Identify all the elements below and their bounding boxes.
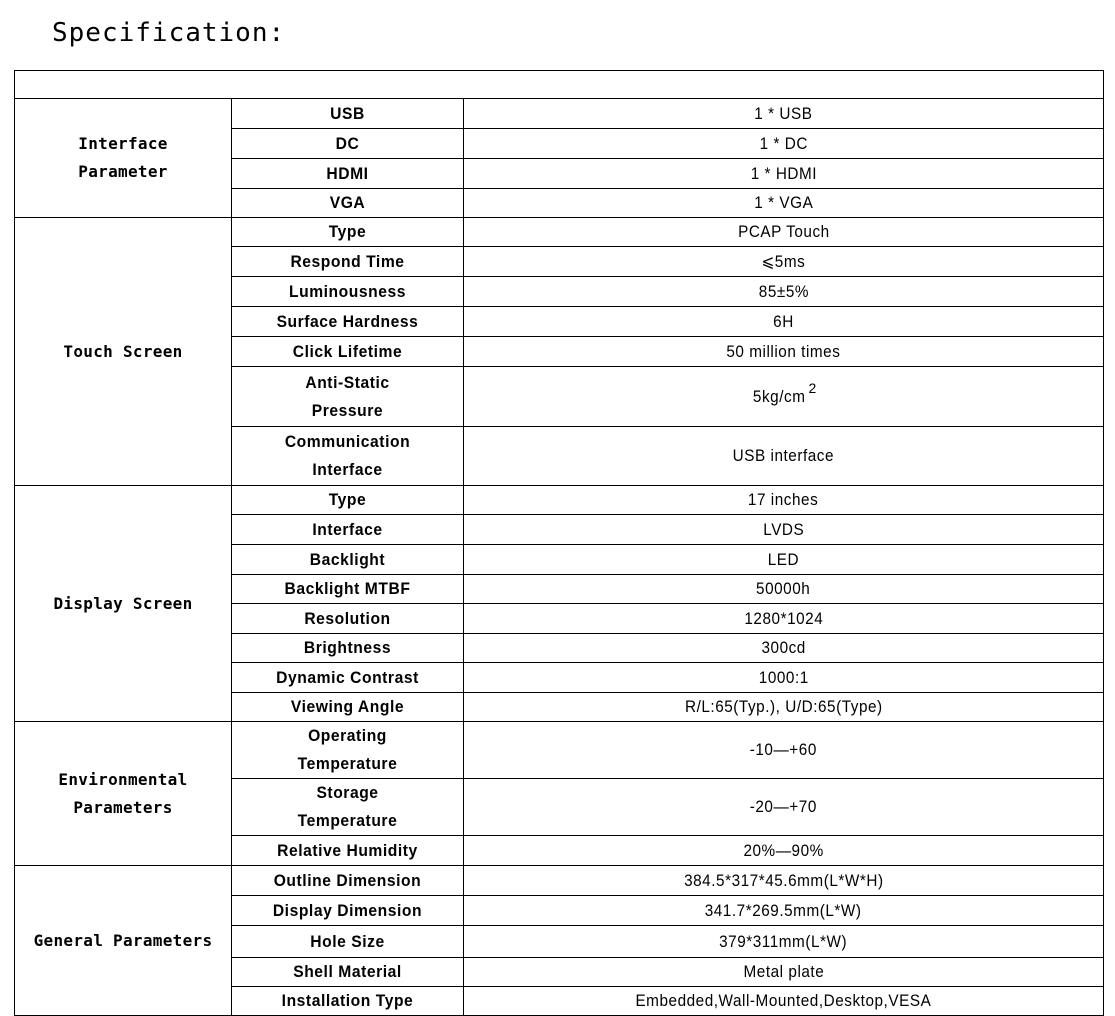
parameter-value-cell (464, 663, 1104, 693)
parameter-value-cell (464, 575, 1104, 604)
parameter-value-cell (464, 486, 1104, 515)
parameter-name: Hole Size (310, 931, 385, 951)
parameter-name: DC (335, 133, 360, 153)
specification-table (14, 70, 1104, 1016)
parameter-name-cell (232, 779, 464, 836)
parameter-name-cell (232, 159, 464, 189)
parameter-name: Communication (284, 432, 411, 451)
parameter-value: 384.5*317*45.6mm(L*W*H) (683, 870, 884, 890)
parameter-value-cell (464, 958, 1104, 987)
parameter-name: Backlight MTBF (284, 579, 411, 598)
parameter-value: 17 inches (748, 490, 819, 509)
parameter-value-cell (464, 866, 1104, 896)
parameter-value-cell (464, 634, 1104, 663)
parameter-name: Storage (316, 783, 379, 802)
parameter-name-cell (232, 866, 464, 896)
parameter-value: USB interface (732, 446, 835, 465)
parameter-name-cell (232, 218, 464, 247)
parameter-value: LVDS (762, 519, 805, 539)
parameter-name-cell (232, 247, 464, 277)
group-label-line: Display Screen (53, 593, 193, 613)
group-label-cell (15, 99, 232, 218)
parameter-value: 341.7*269.5mm(L*W) (705, 900, 862, 920)
parameter-value: 5kg/cm (753, 386, 806, 406)
parameter-name: Shell Material (293, 962, 402, 981)
parameter-value-cell (464, 987, 1104, 1016)
group-label-cell (15, 866, 232, 1016)
parameter-value: 50 million times (726, 341, 841, 361)
table-row (15, 722, 1104, 779)
parameter-name-cell (232, 693, 464, 722)
parameter-value: 1 * DC (759, 133, 808, 153)
parameter-name: Surface Hardness (276, 311, 419, 331)
parameter-name-cell (232, 427, 464, 486)
parameter-value: 1 * HDMI (750, 163, 817, 183)
parameter-name-cell (232, 604, 464, 634)
parameter-name: Respond Time (290, 251, 405, 271)
parameter-name-cell (232, 722, 464, 779)
parameter-value-cell (464, 159, 1104, 189)
parameter-value-cell (464, 545, 1104, 575)
parameter-value-cell (464, 247, 1104, 277)
parameter-value-cell (464, 604, 1104, 634)
parameter-value-cell (464, 693, 1104, 722)
parameter-value-cell (464, 836, 1104, 866)
parameter-value: 1 * USB (754, 103, 813, 123)
group-label-line: Interface (78, 134, 168, 153)
parameter-name: Dynamic Contrast (276, 667, 419, 687)
parameter-name-cell (232, 367, 464, 427)
parameter-value-cell (464, 189, 1104, 218)
parameter-value: 379*311mm(L*W) (719, 931, 848, 951)
parameter-name-cell (232, 486, 464, 515)
page-title: Specification: (52, 18, 286, 48)
parameter-value: ⩽5ms (761, 251, 806, 271)
parameter-name-cell (232, 189, 464, 218)
parameter-value-cell (464, 307, 1104, 337)
parameter-name-cell (232, 958, 464, 987)
parameter-value-cell (464, 99, 1104, 129)
parameter-value: -10—+60 (749, 740, 818, 759)
parameter-name-cell (232, 896, 464, 926)
parameter-value-cell (464, 129, 1104, 159)
table-row (15, 99, 1104, 129)
parameter-name: Temperature (297, 754, 398, 773)
parameter-value-cell (464, 277, 1104, 307)
parameter-name-cell (232, 545, 464, 575)
parameter-name: Type (328, 222, 367, 241)
parameter-name-cell (232, 987, 464, 1016)
parameter-value: R/L:65(Typ.), U/D:65(Type) (684, 697, 883, 716)
parameter-name: Backlight (309, 549, 386, 569)
parameter-name-cell (232, 663, 464, 693)
parameter-value: LED (767, 549, 800, 569)
parameter-name: Relative Humidity (277, 840, 418, 860)
parameter-value-cell (464, 926, 1104, 958)
parameter-value: PCAP Touch (737, 222, 830, 241)
parameter-name: Click Lifetime (292, 341, 403, 361)
group-label-line: General Parameters (33, 930, 213, 950)
parameter-value: 300cd (761, 638, 806, 657)
parameter-value: 50000h (756, 579, 811, 598)
group-label-line: Parameters (73, 797, 173, 817)
parameter-value: 85±5% (758, 281, 809, 301)
parameter-value-cell (464, 427, 1104, 486)
table-row (15, 486, 1104, 515)
parameter-name-cell (232, 277, 464, 307)
group-label-cell (15, 486, 232, 722)
parameter-value-cell (464, 367, 1104, 427)
parameter-name: Type (328, 490, 367, 509)
parameter-name-cell (232, 337, 464, 367)
parameter-name-cell (232, 926, 464, 958)
parameter-value-cell (464, 896, 1104, 926)
table-row (15, 866, 1104, 896)
group-label-cell (15, 722, 232, 866)
parameter-value: 1000:1 (758, 667, 809, 687)
group-label-cell (15, 218, 232, 486)
parameter-value-cell (464, 337, 1104, 367)
parameter-name: Operating (308, 726, 387, 745)
parameter-name: Interface (312, 460, 383, 479)
group-label-line: Environmental (58, 769, 188, 789)
parameter-value: 6H (773, 311, 794, 331)
parameter-name: Outline Dimension (273, 870, 422, 890)
parameter-name: Interface (312, 519, 383, 539)
parameter-value-cell (464, 218, 1104, 247)
table-header-row (15, 71, 1104, 99)
parameter-value-cell (464, 722, 1104, 779)
value-superscript: 2 (808, 379, 817, 396)
parameter-name-cell (232, 634, 464, 663)
group-label-line: Touch Screen (63, 341, 183, 361)
table-row (15, 218, 1104, 247)
parameter-name: HDMI (326, 163, 369, 183)
parameter-name-cell (232, 836, 464, 866)
parameter-name: Temperature (297, 811, 398, 830)
parameter-name: Installation Type (281, 991, 414, 1010)
parameter-name: Luminousness (288, 281, 406, 301)
parameter-value: 1280*1024 (744, 608, 823, 628)
parameter-name-cell (232, 99, 464, 129)
parameter-value-cell (464, 779, 1104, 836)
parameter-value: -20—+70 (749, 797, 818, 816)
parameter-name: Brightness (303, 638, 392, 657)
group-label-line: Parameter (78, 162, 168, 181)
parameter-name-cell (232, 575, 464, 604)
parameter-value-cell (464, 515, 1104, 545)
parameter-name: Display Dimension (272, 900, 423, 920)
parameter-value: 1 * VGA (753, 193, 814, 212)
parameter-name-cell (232, 307, 464, 337)
parameter-name-cell (232, 515, 464, 545)
parameter-value: 20%—90% (743, 840, 824, 860)
parameter-name: Viewing Angle (290, 697, 405, 716)
table-header-cell (15, 71, 1104, 99)
parameter-value: Embedded,Wall-Mounted,Desktop,VESA (635, 991, 932, 1010)
parameter-name: Resolution (304, 608, 391, 628)
parameter-name-cell (232, 129, 464, 159)
parameter-name: USB (330, 103, 365, 123)
parameter-value: Metal plate (743, 962, 824, 981)
parameter-name: VGA (329, 193, 366, 212)
parameter-name: Anti-Static (305, 372, 390, 392)
parameter-name: Pressure (311, 400, 384, 420)
